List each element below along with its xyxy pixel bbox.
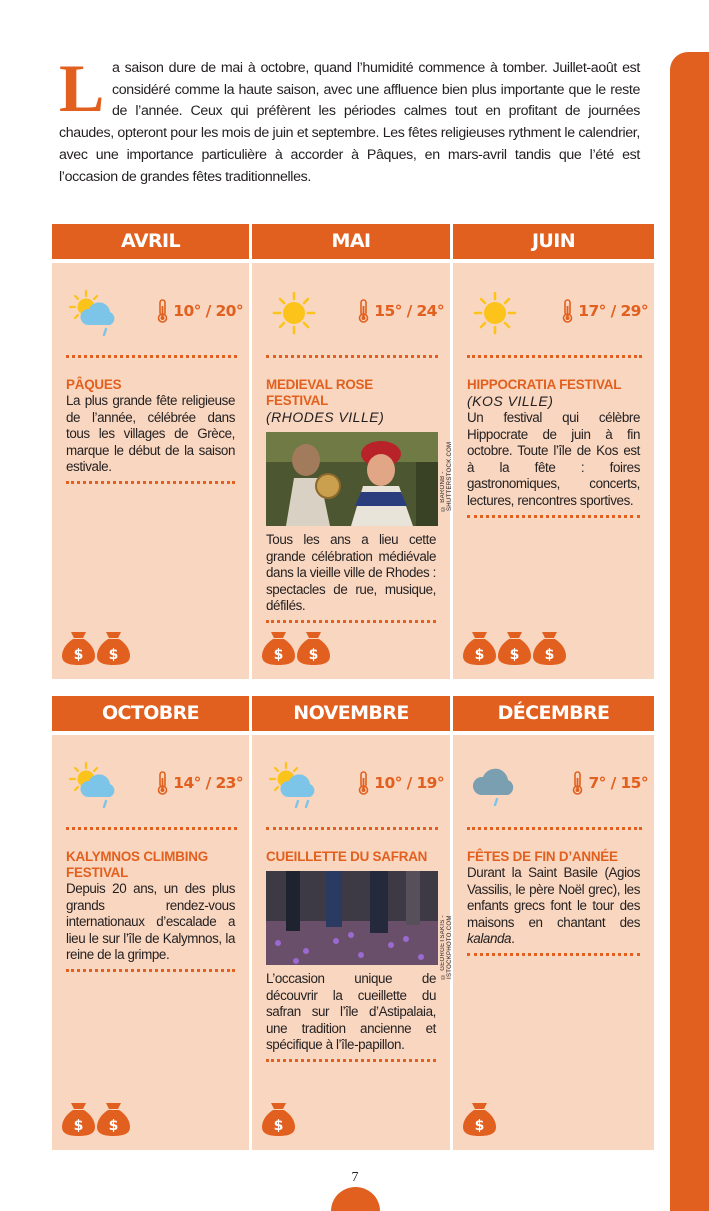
photo-credit: © BARONB - SHUTTERSTOCK.COM bbox=[440, 441, 453, 511]
sun-icon bbox=[467, 289, 523, 337]
event-description: Tous les ans a lieu cette grande célébration médiévale dans la vieille ville de Rhodes : spectacles de rue, musique, défilés. bbox=[266, 532, 436, 614]
side-tab bbox=[670, 52, 709, 1211]
thermometer-icon bbox=[562, 299, 573, 323]
dotted-divider bbox=[467, 953, 640, 956]
sun-icon bbox=[266, 289, 322, 337]
month-cell bbox=[52, 735, 249, 1150]
event-title: CUEILLETTE DU SAFRAN bbox=[266, 849, 428, 864]
temperature-value: 14° / 23° bbox=[173, 774, 243, 792]
thermometer-icon bbox=[572, 771, 583, 795]
money-bag-icon bbox=[463, 1100, 496, 1136]
temperature-value: 17° / 29° bbox=[578, 302, 648, 320]
dotted-divider bbox=[266, 827, 438, 830]
money-bag-icon bbox=[97, 1100, 130, 1136]
month-cell bbox=[453, 735, 654, 1150]
dotted-divider bbox=[66, 481, 235, 484]
budget-indicator bbox=[463, 629, 566, 665]
month-card-mai bbox=[252, 224, 453, 679]
page-tab bbox=[331, 1187, 380, 1211]
budget-indicator bbox=[62, 1100, 130, 1136]
month-title: NOVEMBRE bbox=[252, 696, 450, 731]
money-bag-icon bbox=[262, 1100, 295, 1136]
month-title: DÉCEMBRE bbox=[453, 696, 654, 731]
thermometer-icon bbox=[157, 299, 168, 323]
money-bag-icon bbox=[463, 629, 496, 665]
month-cell bbox=[252, 263, 453, 679]
intro-text: a saison dure de mai à octobre, quand l’humidité commence à tomber. Juillet-août est considéré comme la haute saison, avec une affluence bien plus importante que le reste de l’année. Ceux qui préfèrent les périodes calmes tout en profitant de journées chaudes, opteront pour les mois de juin et septembre. Les fêtes religieuses rythment le calendrier, avec une importance particulière à accorder à Pâques, en mars-avril tandis que l’été est l’occasion de grandes fêtes traditionnelles. bbox=[59, 60, 640, 185]
money-bag-icon bbox=[62, 1100, 95, 1136]
event-title: PÂQUES bbox=[66, 377, 122, 392]
budget-indicator bbox=[262, 629, 330, 665]
month-card-novembre bbox=[252, 696, 453, 1150]
thermometer-icon bbox=[358, 299, 369, 323]
festival-photo bbox=[266, 432, 438, 526]
thermometer-icon bbox=[358, 771, 369, 795]
money-bag-icon bbox=[97, 629, 130, 665]
event-place: (RHODES VILLE) bbox=[266, 409, 385, 425]
sun-cloud-rain-icon bbox=[66, 289, 122, 337]
months-grid-top bbox=[52, 224, 654, 679]
event-title: KALYMNOS CLIMBING FESTIVAL bbox=[66, 849, 208, 880]
photo-credit: © GEORGETSAKIS - ISTOCKPHOTO.COM bbox=[440, 915, 453, 979]
page-number: 7 bbox=[351, 1170, 359, 1185]
money-bag-icon bbox=[62, 629, 95, 665]
month-cell bbox=[252, 735, 453, 1150]
saffron-photo bbox=[266, 871, 438, 965]
budget-indicator bbox=[262, 1100, 295, 1136]
temperature bbox=[358, 299, 444, 323]
dotted-divider bbox=[467, 515, 640, 518]
event-description: Depuis 20 ans, un des plus grands rendez-vous internationaux d’escalade a lieu le sur l’île de Kalymnos, la reine de la grimpe. bbox=[66, 881, 235, 963]
event-description: Un festival qui célèbre Hippocrate de juin à fin octobre. Toute l’île de Kos est à la fête : foires gastronomiques, concerts, lectures, rencontres sportives. bbox=[467, 410, 640, 508]
dotted-divider bbox=[66, 969, 235, 972]
event-title: FÊTES DE FIN D’ANNÉE bbox=[467, 849, 618, 864]
dotted-divider bbox=[66, 355, 237, 358]
month-cell bbox=[453, 263, 654, 679]
temperature-value: 15° / 24° bbox=[374, 302, 444, 320]
month-card-avril bbox=[52, 224, 249, 679]
month-card-decembre bbox=[453, 696, 654, 1150]
budget-indicator bbox=[62, 629, 130, 665]
dotted-divider bbox=[266, 1059, 436, 1062]
event-title: HIPPOCRATIA FESTIVAL bbox=[467, 377, 622, 392]
money-bag-icon bbox=[498, 629, 531, 665]
dotted-divider bbox=[467, 827, 642, 830]
temperature-value: 10° / 20° bbox=[173, 302, 243, 320]
sun-cloud-rain-icon bbox=[66, 761, 122, 809]
dotted-divider bbox=[266, 620, 436, 623]
dotted-divider bbox=[66, 827, 237, 830]
event-title: MEDIEVAL ROSE FESTIVAL bbox=[266, 377, 374, 408]
month-card-juin bbox=[453, 224, 654, 679]
dotted-divider bbox=[266, 355, 438, 358]
event-place: (KOS VILLE) bbox=[467, 393, 554, 409]
temperature bbox=[157, 771, 243, 795]
sun-cloud-heavy-rain-icon bbox=[266, 761, 322, 809]
month-title: AVRIL bbox=[52, 224, 249, 259]
temperature-value: 10° / 19° bbox=[374, 774, 444, 792]
money-bag-icon bbox=[262, 629, 295, 665]
months-grid-bottom bbox=[52, 696, 654, 1150]
budget-indicator bbox=[463, 1100, 496, 1136]
month-title: JUIN bbox=[453, 224, 654, 259]
month-cell bbox=[52, 263, 249, 679]
month-card-octobre bbox=[52, 696, 249, 1150]
month-title: OCTOBRE bbox=[52, 696, 249, 731]
cloud-rain-icon bbox=[467, 761, 523, 809]
intro-paragraph bbox=[59, 50, 640, 188]
event-description: Durant la Saint Basile (Agios Vassilis, le père Noël grec), les enfants grecs font le tour des maisons en chantant des kalanda. bbox=[467, 865, 640, 947]
drop-cap: L bbox=[59, 50, 105, 126]
money-bag-icon bbox=[297, 629, 330, 665]
money-bag-icon bbox=[533, 629, 566, 665]
temperature bbox=[572, 771, 648, 795]
temperature bbox=[562, 299, 648, 323]
event-description: La plus grande fête religieuse de l’année, célébrée dans tous les villages de Grèce, marque le début de la saison estivale. bbox=[66, 393, 235, 475]
temperature bbox=[157, 299, 243, 323]
month-title: MAI bbox=[252, 224, 450, 259]
dotted-divider bbox=[467, 355, 642, 358]
thermometer-icon bbox=[157, 771, 168, 795]
event-description: L’occasion unique de découvrir la cueillette du safran sur l’île d’Astipalaia, une tradition ancienne et spécifique à l’île-papillon. bbox=[266, 971, 436, 1053]
temperature-value: 7° / 15° bbox=[588, 774, 648, 792]
temperature bbox=[358, 771, 444, 795]
